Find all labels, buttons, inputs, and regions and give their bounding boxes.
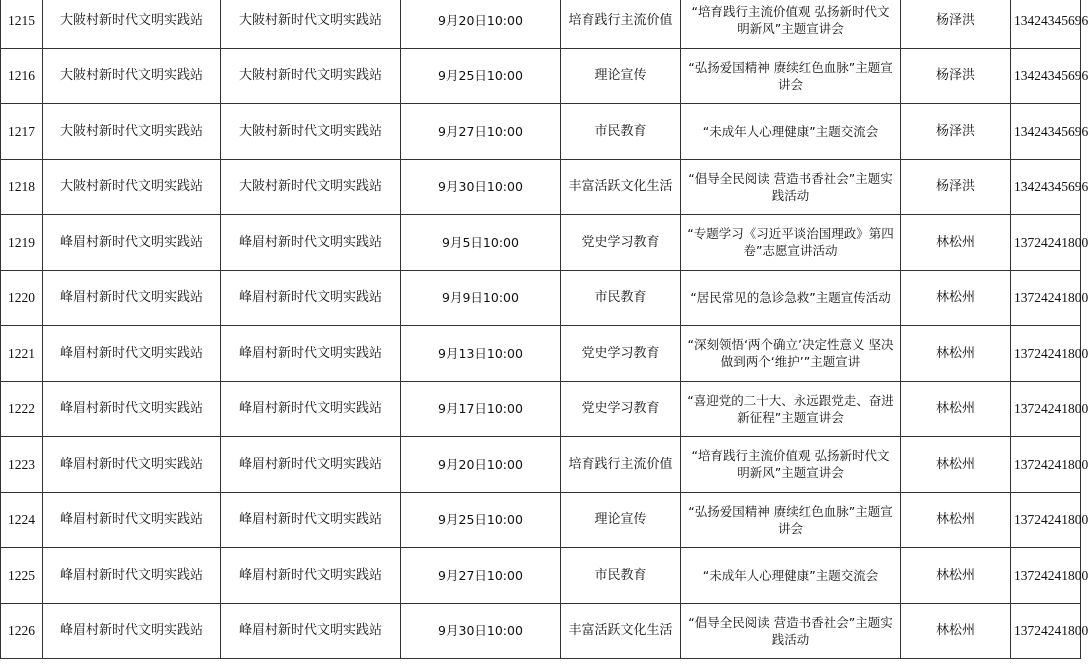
contact-phone: 13724241800 (1011, 603, 1081, 659)
activity-theme: “弘扬爱国精神 赓续红色血脉”主题宣讲会 (681, 492, 901, 548)
activity-theme: “倡导全民阅读 营造书香社会”主题实践活动 (681, 159, 901, 215)
row-number: 1218 (1, 159, 43, 215)
row-number: 1224 (1, 492, 43, 548)
row-number: 1226 (1, 603, 43, 659)
activity-theme: “弘扬爱国精神 赓续红色血脉”主题宣讲会 (681, 48, 901, 104)
table-row (1, 381, 1081, 437)
activity-location: 峰眉村新时代文明实践站 (221, 326, 401, 382)
station-name: 峰眉村新时代文明实践站 (43, 492, 221, 548)
contact-person: 杨泽洪 (901, 48, 1011, 104)
activity-category: 市民教育 (561, 548, 681, 604)
activity-time: 9月20日10:00 (401, 0, 561, 48)
table-row (1, 270, 1081, 326)
contact-person: 林松州 (901, 548, 1011, 604)
activity-time: 9月27日10:00 (401, 104, 561, 160)
table-row (1, 215, 1081, 271)
station-name: 峰眉村新时代文明实践站 (43, 603, 221, 659)
activity-category: 培育践行主流价值 (561, 0, 681, 48)
activity-location: 峰眉村新时代文明实践站 (221, 215, 401, 271)
activity-theme: “喜迎党的二十大、永远跟党走、奋进新征程”主题宣讲会 (681, 381, 901, 437)
activity-time: 9月20日10:00 (401, 437, 561, 493)
station-name: 峰眉村新时代文明实践站 (43, 548, 221, 604)
table-body (1, 0, 1088, 659)
station-name: 大陂村新时代文明实践站 (43, 159, 221, 215)
row-number: 1217 (1, 104, 43, 160)
activity-time: 9月17日10:00 (401, 381, 561, 437)
activity-time: 9月13日10:00 (401, 326, 561, 382)
table-row (1, 603, 1081, 659)
activity-category: 党史学习教育 (561, 326, 681, 382)
contact-person: 林松州 (901, 215, 1011, 271)
activity-category: 市民教育 (561, 104, 681, 160)
activity-time: 9月30日10:00 (401, 603, 561, 659)
contact-person: 林松州 (901, 603, 1011, 659)
activity-time: 9月25日10:00 (401, 48, 561, 104)
activity-location: 峰眉村新时代文明实践站 (221, 381, 401, 437)
row-number: 1219 (1, 215, 43, 271)
contact-phone: 13724241800 (1011, 326, 1081, 382)
contact-phone: 13724241800 (1011, 270, 1081, 326)
activity-theme: “专题学习《习近平谈治国理政》第四卷”志愿宣讲活动 (681, 215, 901, 271)
activity-location: 峰眉村新时代文明实践站 (221, 437, 401, 493)
station-name: 峰眉村新时代文明实践站 (43, 381, 221, 437)
row-number: 1215 (1, 0, 43, 48)
activity-category: 丰富活跃文化生活 (561, 603, 681, 659)
activity-theme: “未成年人心理健康”主题交流会 (681, 548, 901, 604)
contact-person: 杨泽洪 (901, 104, 1011, 160)
activity-category: 理论宣传 (561, 48, 681, 104)
activity-location: 峰眉村新时代文明实践站 (221, 548, 401, 604)
activity-location: 峰眉村新时代文明实践站 (221, 270, 401, 326)
contact-person: 林松州 (901, 492, 1011, 548)
row-number: 1216 (1, 48, 43, 104)
activity-location: 大陂村新时代文明实践站 (221, 48, 401, 104)
activity-category: 市民教育 (561, 270, 681, 326)
activity-time: 9月25日10:00 (401, 492, 561, 548)
table-row (1, 326, 1081, 382)
station-name: 峰眉村新时代文明实践站 (43, 326, 221, 382)
contact-person: 林松州 (901, 270, 1011, 326)
activity-time: 9月9日10:00 (401, 270, 561, 326)
activity-theme: “居民常见的急诊急救”主题宣传活动 (681, 270, 901, 326)
station-name: 峰眉村新时代文明实践站 (43, 437, 221, 493)
activity-location: 大陂村新时代文明实践站 (221, 0, 401, 48)
activity-time: 9月30日10:00 (401, 159, 561, 215)
contact-person: 林松州 (901, 381, 1011, 437)
activity-time: 9月27日10:00 (401, 548, 561, 604)
activity-theme: “培育践行主流价值观 弘扬新时代文明新风”主题宣讲会 (681, 437, 901, 493)
activity-location: 峰眉村新时代文明实践站 (221, 492, 401, 548)
contact-person: 杨泽洪 (901, 0, 1011, 48)
activity-theme: “未成年人心理健康”主题交流会 (681, 104, 901, 160)
row-number: 1222 (1, 381, 43, 437)
table-row (1, 492, 1081, 548)
table-row (1, 159, 1081, 215)
table-row (1, 0, 1081, 48)
activity-location: 大陂村新时代文明实践站 (221, 104, 401, 160)
activity-theme: “培育践行主流价值观 弘扬新时代文明新风”主题宣讲会 (681, 0, 901, 48)
activity-time: 9月5日10:00 (401, 215, 561, 271)
station-name: 大陂村新时代文明实践站 (43, 0, 221, 48)
contact-phone: 13724241800 (1011, 381, 1081, 437)
activity-category: 培育践行主流价值 (561, 437, 681, 493)
table-row (1, 548, 1081, 604)
contact-person: 林松州 (901, 326, 1011, 382)
activity-theme: “倡导全民阅读 营造书香社会”主题实践活动 (681, 603, 901, 659)
contact-phone: 13424345696 (1011, 104, 1081, 160)
activity-category: 党史学习教育 (561, 215, 681, 271)
row-number: 1221 (1, 326, 43, 382)
activity-location: 峰眉村新时代文明实践站 (221, 603, 401, 659)
row-number: 1225 (1, 548, 43, 604)
station-name: 大陂村新时代文明实践站 (43, 48, 221, 104)
station-name: 大陂村新时代文明实践站 (43, 104, 221, 160)
row-number: 1223 (1, 437, 43, 493)
contact-phone: 13724241800 (1011, 492, 1081, 548)
station-name: 峰眉村新时代文明实践站 (43, 270, 221, 326)
station-name: 峰眉村新时代文明实践站 (43, 215, 221, 271)
contact-phone: 13724241800 (1011, 548, 1081, 604)
activity-category: 党史学习教育 (561, 381, 681, 437)
contact-phone: 13424345696 (1011, 159, 1081, 215)
table-row (1, 437, 1081, 493)
table-row (1, 104, 1081, 160)
activity-theme: “深刻领悟‘两个确立’决定性意义 坚决做到两个‘维护’”主题宣讲 (681, 326, 901, 382)
table-row (1, 48, 1081, 104)
contact-phone: 13424345696 (1011, 48, 1081, 104)
contact-person: 林松州 (901, 437, 1011, 493)
contact-phone: 13724241800 (1011, 437, 1081, 493)
activity-location: 大陂村新时代文明实践站 (221, 159, 401, 215)
activity-category: 丰富活跃文化生活 (561, 159, 681, 215)
contact-person: 杨泽洪 (901, 159, 1011, 215)
contact-phone: 13724241800 (1011, 215, 1081, 271)
contact-phone: 13424345696 (1011, 0, 1081, 48)
activity-category: 理论宣传 (561, 492, 681, 548)
row-number: 1220 (1, 270, 43, 326)
